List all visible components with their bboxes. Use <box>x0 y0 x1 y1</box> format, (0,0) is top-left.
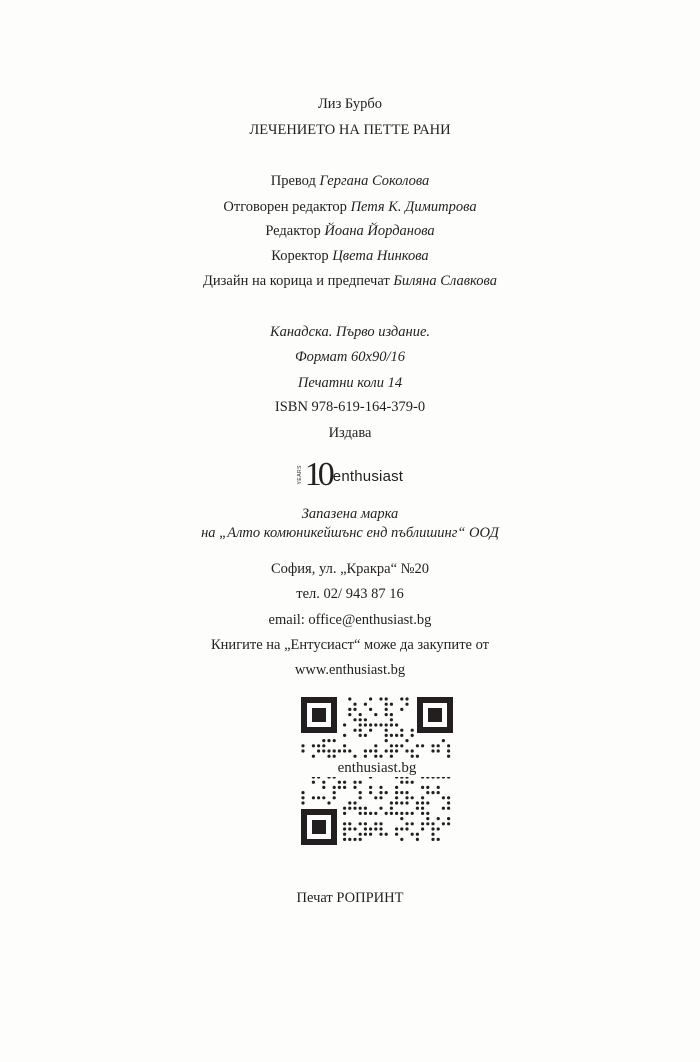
qr-module <box>385 723 388 726</box>
qr-module <box>364 807 367 810</box>
qr-module <box>348 749 351 752</box>
qr-module <box>343 833 346 836</box>
qr-module <box>447 755 450 758</box>
qr-module <box>312 755 315 758</box>
purchase-info: Книгите на „Ентусиаст“ може да закупите от <box>211 637 489 653</box>
qr-module <box>322 739 325 742</box>
qr-module <box>374 755 377 758</box>
qr-module <box>353 801 356 804</box>
qr-module <box>390 703 393 706</box>
publisher-logo <box>0 452 700 492</box>
qr-module <box>379 697 382 700</box>
printer-info: Печат РОПРИНТ <box>296 890 404 906</box>
qr-module <box>431 749 434 752</box>
qr-module <box>385 729 388 732</box>
qr-module <box>343 807 346 810</box>
qr-module <box>431 838 434 841</box>
qr-module <box>301 744 304 747</box>
qr-module <box>327 739 330 742</box>
qr-module <box>364 812 367 815</box>
qr-module <box>369 812 372 815</box>
qr-module <box>416 833 419 836</box>
qr-module <box>353 708 356 711</box>
format-info: Формат 60х90/16 <box>294 349 405 365</box>
qr-module <box>390 723 393 726</box>
qr-module <box>405 697 408 700</box>
qr-module <box>416 744 419 747</box>
qr-module <box>301 749 304 752</box>
qr-module <box>416 807 419 810</box>
qr-module <box>411 734 414 737</box>
qr-module <box>359 807 362 810</box>
qr-module <box>411 833 414 836</box>
qr-module <box>364 749 367 752</box>
qr-module <box>333 786 336 789</box>
qr-finder-inner <box>428 708 442 722</box>
qr-module <box>379 786 382 789</box>
trademark-line-2: на „Алто комюникейшънс енд пъблишинг“ ООД <box>201 525 499 541</box>
author-name: Лиз Бурбо <box>317 96 383 112</box>
qr-module <box>411 729 414 732</box>
qr-module <box>379 822 382 825</box>
qr-module <box>395 827 398 830</box>
qr-module <box>395 812 398 815</box>
qr-module <box>322 786 325 789</box>
qr-module <box>405 822 408 825</box>
qr-module <box>395 791 398 794</box>
qr-module <box>400 729 403 732</box>
qr-module <box>353 786 356 789</box>
qr-module <box>379 807 382 810</box>
qr-module <box>395 786 398 789</box>
qr-module <box>369 791 372 794</box>
qr-module <box>385 697 388 700</box>
qr-module <box>353 703 356 706</box>
qr-module <box>364 734 367 737</box>
qr-module <box>437 827 440 830</box>
qr-module <box>442 796 445 799</box>
publisher-website: www.enthusiast.bg <box>294 662 406 678</box>
qr-module <box>379 827 382 830</box>
qr-module <box>385 749 388 752</box>
qr-module <box>364 703 367 706</box>
qr-module <box>359 729 362 732</box>
qr-module <box>431 827 434 830</box>
qr-module <box>426 801 429 804</box>
qr-finder-inner <box>312 820 326 834</box>
qr-module <box>390 807 393 810</box>
qr-module <box>411 755 414 758</box>
qr-module <box>405 796 408 799</box>
qr-module <box>416 801 419 804</box>
edition-info: Канадска. Първо издание. <box>269 324 431 340</box>
qr-module <box>359 713 362 716</box>
qr-finder-inner <box>312 708 326 722</box>
qr-module <box>431 791 434 794</box>
qr-module <box>421 796 424 799</box>
logo-years-text: YEARS <box>296 464 303 484</box>
qr-module <box>369 833 372 836</box>
qr-module <box>405 827 408 830</box>
qr-module <box>385 713 388 716</box>
qr-module <box>437 838 440 841</box>
qr-module <box>405 749 408 752</box>
qr-module <box>447 807 450 810</box>
qr-module <box>374 822 377 825</box>
qr-module <box>359 781 362 784</box>
qr-module <box>395 744 398 747</box>
qr-module <box>395 796 398 799</box>
credit-managing-editor <box>0 198 700 216</box>
qr-module <box>400 812 403 815</box>
qr-module <box>327 749 330 752</box>
credit-role: Превод <box>270 173 316 189</box>
qr-module <box>364 755 367 758</box>
qr-module <box>348 713 351 716</box>
qr-module <box>405 812 408 815</box>
qr-module <box>390 734 393 737</box>
qr-module <box>416 838 419 841</box>
qr-module <box>426 822 429 825</box>
qr-module <box>411 796 414 799</box>
qr-module <box>390 801 393 804</box>
qr-module <box>338 786 341 789</box>
qr-module <box>395 833 398 836</box>
qr-module <box>385 703 388 706</box>
qr-module <box>442 822 445 825</box>
qr-module <box>348 807 351 810</box>
qr-module <box>343 723 346 726</box>
qr-module <box>379 755 382 758</box>
qr-module <box>411 822 414 825</box>
qr-module <box>327 801 330 804</box>
qr-module <box>411 781 414 784</box>
qr-module <box>322 796 325 799</box>
qr-module <box>400 817 403 820</box>
qr-module <box>447 817 450 820</box>
qr-module <box>400 708 403 711</box>
qr-module <box>359 718 362 721</box>
credit-name: Петя К. Димитрова <box>350 199 477 215</box>
qr-module <box>421 807 424 810</box>
qr-module <box>301 796 304 799</box>
qr-module <box>364 827 367 830</box>
publisher-address: София, ул. „Кракра“ №20 <box>270 561 429 577</box>
qr-module <box>348 822 351 825</box>
qr-module <box>359 723 362 726</box>
credit-role: Дизайн на корица и предпечат <box>203 273 390 289</box>
qr-module <box>379 833 382 836</box>
qr-module <box>343 838 346 841</box>
qr-module <box>437 817 440 820</box>
qr-module <box>400 827 403 830</box>
qr-module <box>416 755 419 758</box>
publisher-phone: тел. 02/ 943 87 16 <box>296 586 404 602</box>
qr-module <box>400 744 403 747</box>
qr-module <box>364 718 367 721</box>
qr-module <box>411 749 414 752</box>
qr-module <box>348 801 351 804</box>
qr-module <box>364 833 367 836</box>
qr-module <box>343 749 346 752</box>
qr-module <box>374 749 377 752</box>
qr-module <box>385 739 388 742</box>
qr-module <box>369 708 372 711</box>
qr-module <box>385 833 388 836</box>
logo-word: enthusiast <box>332 468 404 485</box>
qr-module <box>348 697 351 700</box>
qr-module <box>338 781 341 784</box>
qr-module <box>405 801 408 804</box>
qr-module <box>348 708 351 711</box>
qr-module <box>411 812 414 815</box>
qr-module <box>353 729 356 732</box>
qr-module <box>322 781 325 784</box>
qr-module <box>400 697 403 700</box>
qr-module <box>348 827 351 830</box>
credit-proofreader <box>0 247 700 265</box>
qr-module <box>374 796 377 799</box>
credit-name: Цвета Нинкова <box>332 248 429 264</box>
qr-module <box>343 812 346 815</box>
qr-module <box>343 734 346 737</box>
qr-module <box>333 749 336 752</box>
qr-module <box>437 744 440 747</box>
qr-module <box>400 838 403 841</box>
qr-module <box>390 749 393 752</box>
qr-module <box>447 801 450 804</box>
qr-module <box>353 838 356 841</box>
qr-module <box>390 812 393 815</box>
credit-translator <box>0 172 700 190</box>
qr-module <box>390 713 393 716</box>
qr-module <box>343 786 346 789</box>
qr-module <box>385 791 388 794</box>
qr-module <box>312 781 315 784</box>
qr-module <box>442 739 445 742</box>
qr-module <box>374 812 377 815</box>
credit-designer <box>0 272 700 290</box>
qr-module <box>353 718 356 721</box>
qr-module <box>431 833 434 836</box>
qr-module <box>317 749 320 752</box>
qr-module <box>395 723 398 726</box>
qr-module <box>374 713 377 716</box>
qr-module <box>333 796 336 799</box>
qr-module <box>379 796 382 799</box>
qr-module <box>343 827 346 830</box>
qr-module <box>426 817 429 820</box>
qr-module <box>431 822 434 825</box>
credit-role: Коректор <box>271 248 329 264</box>
qr-module <box>437 791 440 794</box>
qr-module <box>395 749 398 752</box>
credit-editor <box>0 222 700 240</box>
qr-module <box>385 708 388 711</box>
qr-module <box>369 749 372 752</box>
qr-module <box>400 791 403 794</box>
trademark-line-1: Запазена марка <box>301 506 399 522</box>
qr-label: enthusiast.bg <box>301 759 453 777</box>
qr-module <box>359 812 362 815</box>
qr-module <box>333 791 336 794</box>
qr-module <box>379 723 382 726</box>
qr-module <box>353 755 356 758</box>
qr-module <box>369 697 372 700</box>
credit-name: Биляна Славкова <box>393 273 497 289</box>
qr-module <box>437 749 440 752</box>
qr-module <box>421 827 424 830</box>
qr-module <box>447 796 450 799</box>
qr-module <box>353 827 356 830</box>
book-title: ЛЕЧЕНИЕТО НА ПЕТТЕ РАНИ <box>249 122 451 138</box>
qr-module <box>312 744 315 747</box>
qr-module <box>447 822 450 825</box>
qr-module <box>364 822 367 825</box>
isbn: ISBN 978-619-164-379-0 <box>274 399 426 415</box>
credit-name: Йоана Йорданова <box>324 223 435 239</box>
qr-module <box>390 755 393 758</box>
qr-module <box>369 729 372 732</box>
qr-module <box>405 791 408 794</box>
qr-module <box>421 822 424 825</box>
qr-module <box>359 796 362 799</box>
publisher-email: email: office@enthusiast.bg <box>268 612 432 628</box>
qr-module <box>426 812 429 815</box>
qr-module <box>301 791 304 794</box>
qr-module <box>421 812 424 815</box>
qr-module <box>343 822 346 825</box>
qr-module <box>333 739 336 742</box>
qr-module <box>379 791 382 794</box>
qr-module <box>353 807 356 810</box>
qr-module <box>369 723 372 726</box>
qr-module <box>447 744 450 747</box>
qr-module <box>369 786 372 789</box>
qr-module <box>437 786 440 789</box>
qr-module <box>374 723 377 726</box>
qr-module <box>405 703 408 706</box>
qr-module <box>374 827 377 830</box>
qr-module <box>359 791 362 794</box>
qr-module <box>301 801 304 804</box>
qr-module <box>343 744 346 747</box>
qr-module <box>390 744 393 747</box>
publisher-label: Издава <box>328 425 372 441</box>
qr-module <box>348 838 351 841</box>
qr-module <box>374 744 377 747</box>
qr-module <box>405 781 408 784</box>
qr-module <box>359 822 362 825</box>
qr-module <box>338 749 341 752</box>
qr-module <box>327 755 330 758</box>
qr-module <box>359 734 362 737</box>
credit-name: Гергана Соколова <box>319 173 430 189</box>
printed-sheets: Печатни коли 14 <box>297 375 403 391</box>
qr-module <box>400 781 403 784</box>
qr-module <box>400 801 403 804</box>
qr-module <box>421 786 424 789</box>
qr-module <box>385 734 388 737</box>
credit-role: Редактор <box>265 223 321 239</box>
qr-module <box>421 801 424 804</box>
qr-module <box>395 734 398 737</box>
qr-module <box>426 786 429 789</box>
qr-module <box>369 827 372 830</box>
qr-module <box>405 739 408 742</box>
qr-module <box>359 838 362 841</box>
qr-module <box>343 781 346 784</box>
qr-module <box>431 744 434 747</box>
qr-module <box>333 755 336 758</box>
qr-module <box>442 807 445 810</box>
qr-code <box>301 697 453 845</box>
qr-module <box>400 734 403 737</box>
qr-module <box>353 781 356 784</box>
qr-module <box>359 833 362 836</box>
qr-module <box>317 744 320 747</box>
qr-module <box>426 791 429 794</box>
qr-module <box>390 718 393 721</box>
qr-module <box>317 796 320 799</box>
qr-module <box>447 749 450 752</box>
qr-module <box>322 744 325 747</box>
qr-module <box>312 796 315 799</box>
qr-module <box>364 723 367 726</box>
qr-module <box>421 744 424 747</box>
qr-module <box>385 812 388 815</box>
qr-module <box>322 749 325 752</box>
logo-number: 10 <box>304 456 331 493</box>
qr-module <box>395 801 398 804</box>
credit-role: Отговорен редактор <box>223 199 347 215</box>
